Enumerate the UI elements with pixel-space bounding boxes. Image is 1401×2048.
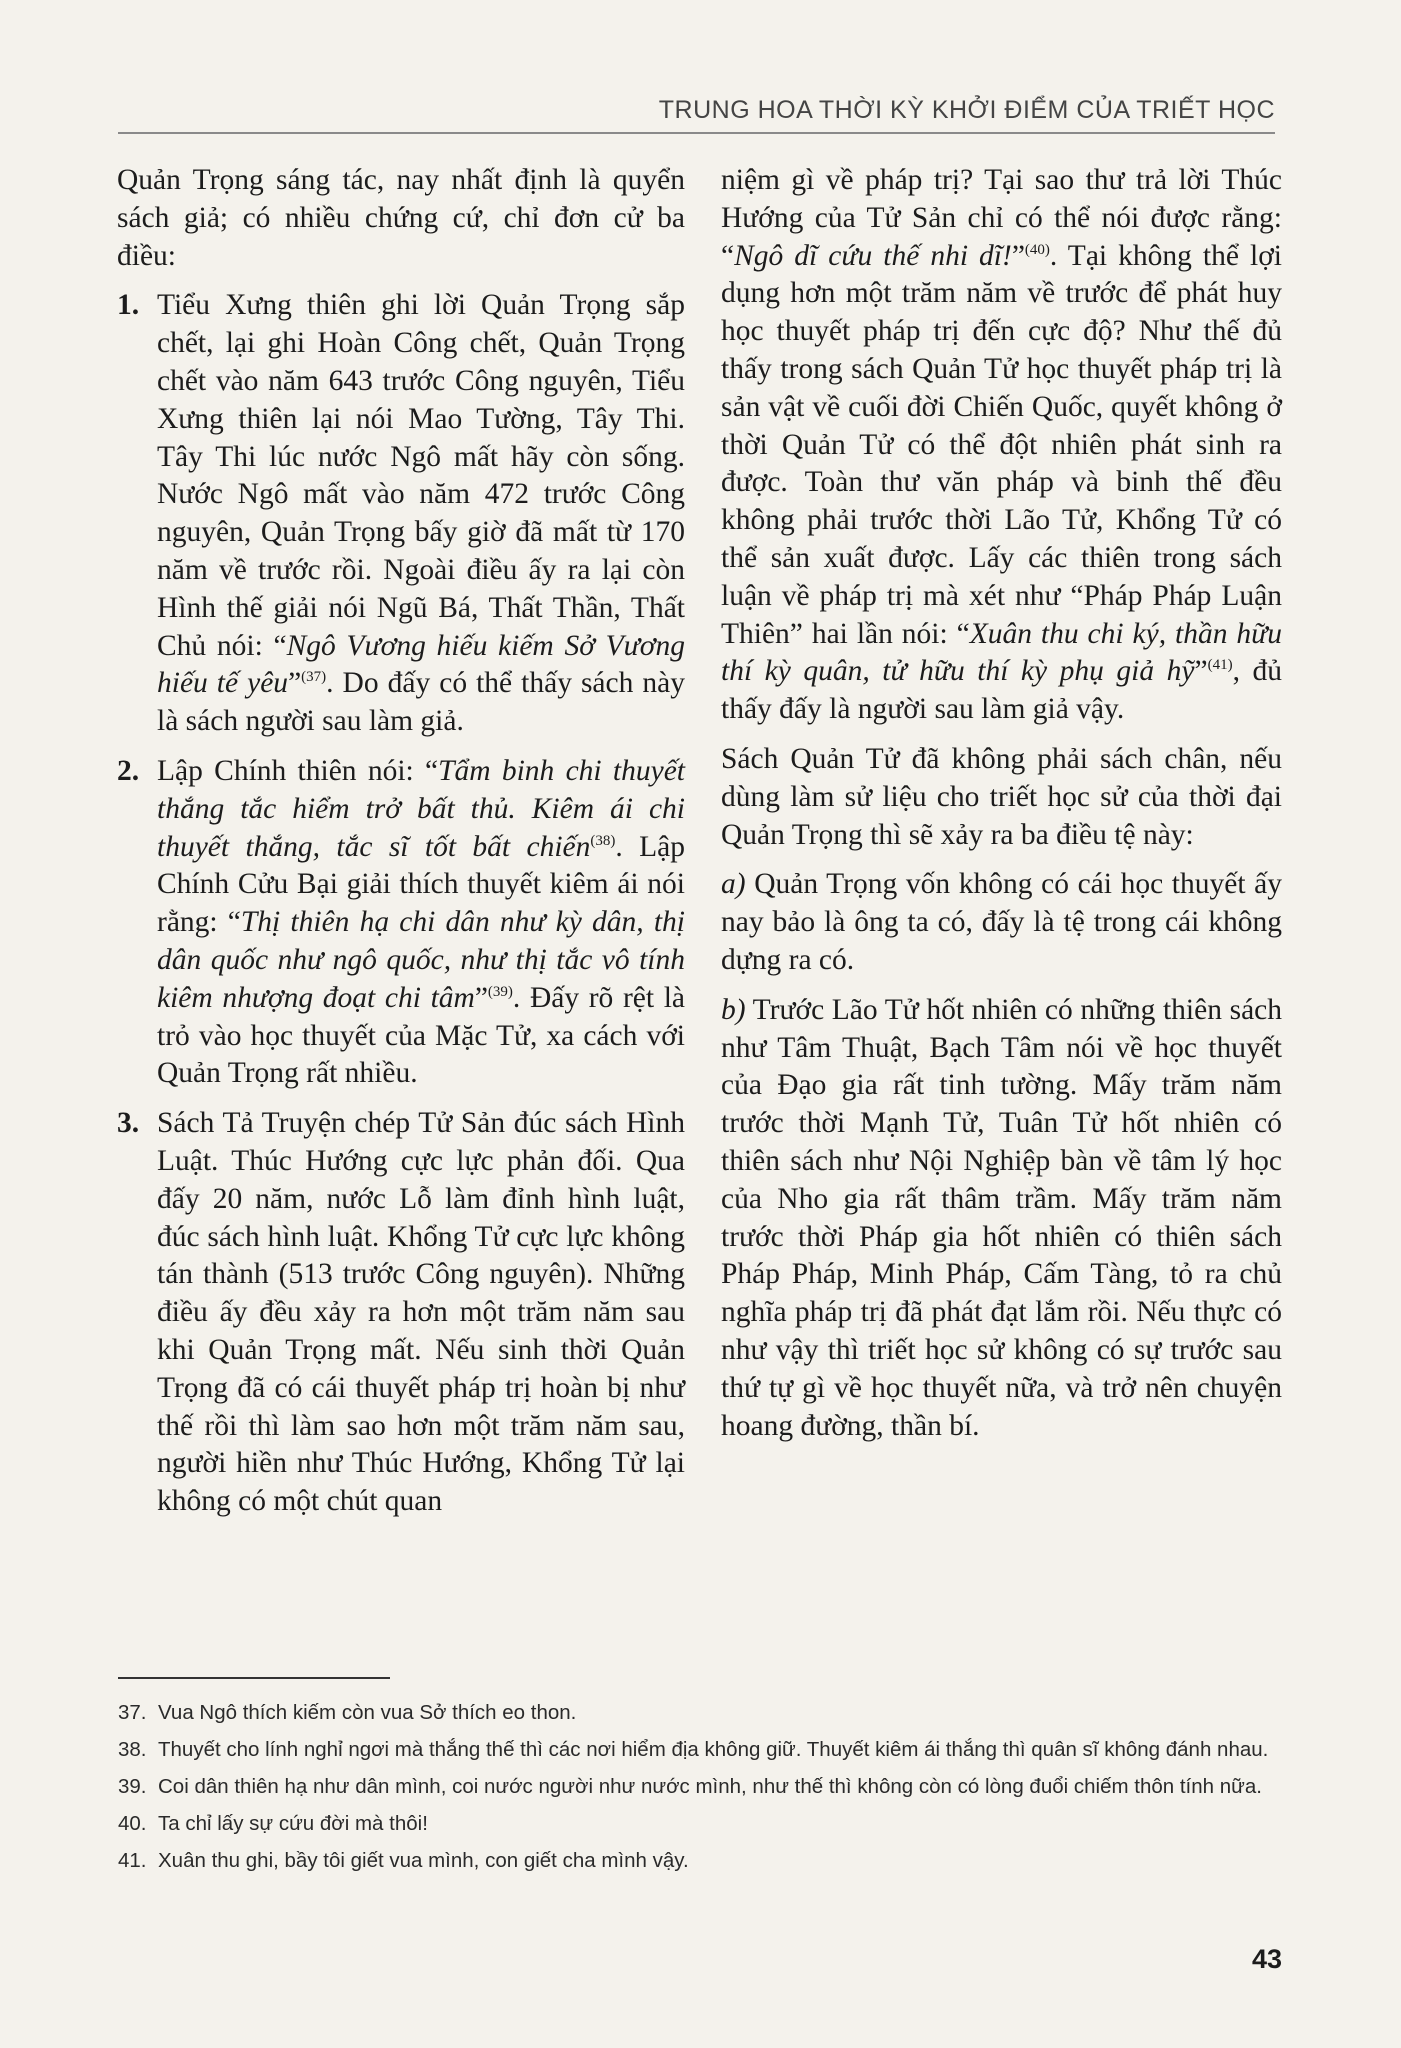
footnote-ref: (37): [301, 669, 327, 686]
list-number: 3.: [117, 1107, 140, 1140]
list-item: 1. Tiểu Xưng thiên ghi lời Quản Trọng sắp chết, lại ghi Hoàn Công chết, Quản Trọng chết vào năm 643 trước Công nguyên, Tiểu Xưng thiên lại nói Mao Tường, Tây Thi. Tây Thi lúc nước Ngô mất hãy còn sống. Nước Ngô mất vào năm 472 trước Công nguyên, Quản Trọng bấy giờ đã mất từ 170 năm về trước rồi. Ngoài điều ấy ra lại còn Hình thế giải nói Ngũ Bá, Thất Thần, Thất Chủ nói: “Ngô Vương hiếu kiếm Sở Vương hiếu tế yêu”$^{(37)}$. Do đấy có thể thấy sách này là sách người sau làm giả.: [117, 289, 685, 738]
footnote-ref: (39): [487, 983, 513, 1000]
footnote-number: 37.: [118, 1701, 147, 1724]
footnote: [118, 1697, 1283, 1728]
footnote: [118, 1808, 1283, 1839]
footnote-text: Thuyết cho lính nghỉ ngơi mà thắng thế thì các nơi hiểm địa không giữ. Thuyết kiêm ái thắng thì quân sĩ không đánh nhau.: [158, 1738, 1269, 1761]
footnote-number: 39.: [118, 1775, 147, 1798]
footnote-text: Ta chỉ lấy sự cứu đời mà thôi!: [158, 1812, 428, 1835]
body-paragraph: Sách Quản Tử đã không phải sách chân, nếu dùng làm sử liệu cho triết học sử của thời đại Quản Trọng thì sẽ xảy ra ba điều tệ này:: [721, 742, 1282, 851]
footnotes: [118, 1697, 1283, 1882]
footnote: [118, 1771, 1283, 1802]
footnote-text: Coi dân thiên hạ như dân mình, coi nước người như nước mình, như thế thì không còn có lòng đuổi chiếm thôn tính nữa.: [158, 1775, 1262, 1798]
evidence-list: [117, 287, 685, 1521]
list-number: 2.: [117, 754, 140, 787]
list-item: 3. Sách Tả Truyện chép Tử Sản đúc sách Hình Luật. Thúc Hướng cực lực phản đối. Qua đấy 20 năm, nước Lỗ làm đỉnh hình luật, đúc sách hình luật. Khổng Tử cực lực không tán thành (513 trước Công nguyên). Những điều ấy đều xảy ra hơn một trăm năm sau khi Quản Trọng mất. Nếu sinh thời Quản Trọng đã có cái thuyết pháp trị hoàn bị như thế rồi thì làm sao hơn một trăm năm sau, người hiền như Thúc Hướng, Khổng Tử lại không có một chút quan: [117, 1107, 685, 1518]
footnote-ref: (38): [590, 832, 616, 849]
continued-paragraph: niệm gì về pháp trị? Tại sao thư trả lời Thúc Hướng của Tử Sản chỉ có thể nói được rằng: “Ngô dĩ cứu thế nhi dĩ!”$^{(40)}$. Tại không thể lợi dụng hơn một trăm năm về trước để phát huy học thuyết pháp trị đến cực độ? Như thế đủ thấy trong sách Quản Tử học thuyết pháp trị là sản vật về cuối đời Chiến Quốc, quyết không ở thời Quản Tử có thể đột nhiên phát sinh ra được. Toàn thư văn pháp và binh thế đều không phải trước thời Lão Tử, Khổng Tử có thể sản xuất được. Lấy các thiên trong sách luận về pháp trị mà xét như “Pháp Pháp Luận Thiên” hai lần nói: “Xuân thu chi ký, thần hữu thí kỳ quân, tử hữu thí kỳ phụ giả hỹ”$^{(41)}$, đủ thấy đấy là người sau làm giả vậy.: [721, 164, 1283, 726]
footnote: [118, 1734, 1283, 1765]
footnote-text: Vua Ngô thích kiếm còn vua Sở thích eo thon.: [158, 1701, 577, 1724]
footnote-divider: [118, 1677, 390, 1679]
sub-item-a: a) Quản Trọng vốn không có cái học thuyết ấy nay bảo là ông ta có, đấy là tệ trong cái không dựng ra có.: [721, 868, 1282, 976]
list-item: 2. Lập Chính thiên nói: “Tẩm binh chi thuyết thắng tắc hiểm trở bất thủ. Kiêm ái chi thuyết thắng, tắc sĩ tốt bất chiến$^{(38)}$. Lập Chính Cửu Bại giải thích thuyết kiêm ái nói rằng: “Thị thiên hạ chi dân như kỳ dân, thị dân quốc như ngô quốc, như thị tắc vô tính kiêm nhượng đoạt chi tâm”$^{(39)}$. Đấy rõ rệt là trỏ vào học thuyết của Mặc Tử, xa cách với Quản Trọng rất nhiều.: [117, 754, 685, 1090]
page-header: [118, 88, 1275, 134]
right-column: [721, 162, 1282, 1457]
footnote: [118, 1845, 1283, 1876]
sub-item-b: b) Trước Lão Tử hốt nhiên có những thiên sách như Tâm Thuật, Bạch Tâm nói về học thuyết của Đạo gia rất tinh tường. Mấy trăm năm trước thời Mạnh Tử, Tuân Tử hốt nhiên có thiên sách như Nội Nghiệp bàn về tâm lý học của Nho gia rất thâm trầm. Mấy trăm năm trước thời Pháp gia hốt nhiên có thiên sách Pháp Pháp, Minh Pháp, Cấm Tàng, tỏ ra chủ nghĩa pháp trị đã phát đạt lắm rồi. Nếu thực có như vậy thì triết học sử không có sự trước sau thứ tự gì về học thuyết nữa, và trở nên chuyện hoang đường, thần bí.: [721, 993, 1282, 1442]
intro-paragraph: Quản Trọng sáng tác, nay nhất định là quyển sách giả; có nhiều chứng cứ, chỉ đơn cử ba điều:: [117, 164, 685, 272]
footnote-number: 38.: [118, 1738, 147, 1761]
footnote-ref: (40): [1024, 241, 1050, 258]
left-column: [117, 162, 685, 1533]
footnote-text: Xuân thu ghi, bầy tôi giết vua mình, con giết cha mình vậy.: [158, 1849, 689, 1872]
footnote-ref: (41): [1207, 657, 1233, 674]
page-number: 43: [1251, 1944, 1282, 1974]
footnote-number: 41.: [118, 1849, 147, 1872]
list-number: 1.: [117, 289, 140, 322]
footnote-number: 40.: [118, 1812, 147, 1835]
running-head: TRUNG HOA THỜI KỲ KHỞI ĐIỂM CỦA TRIẾT HỌC: [658, 96, 1275, 124]
